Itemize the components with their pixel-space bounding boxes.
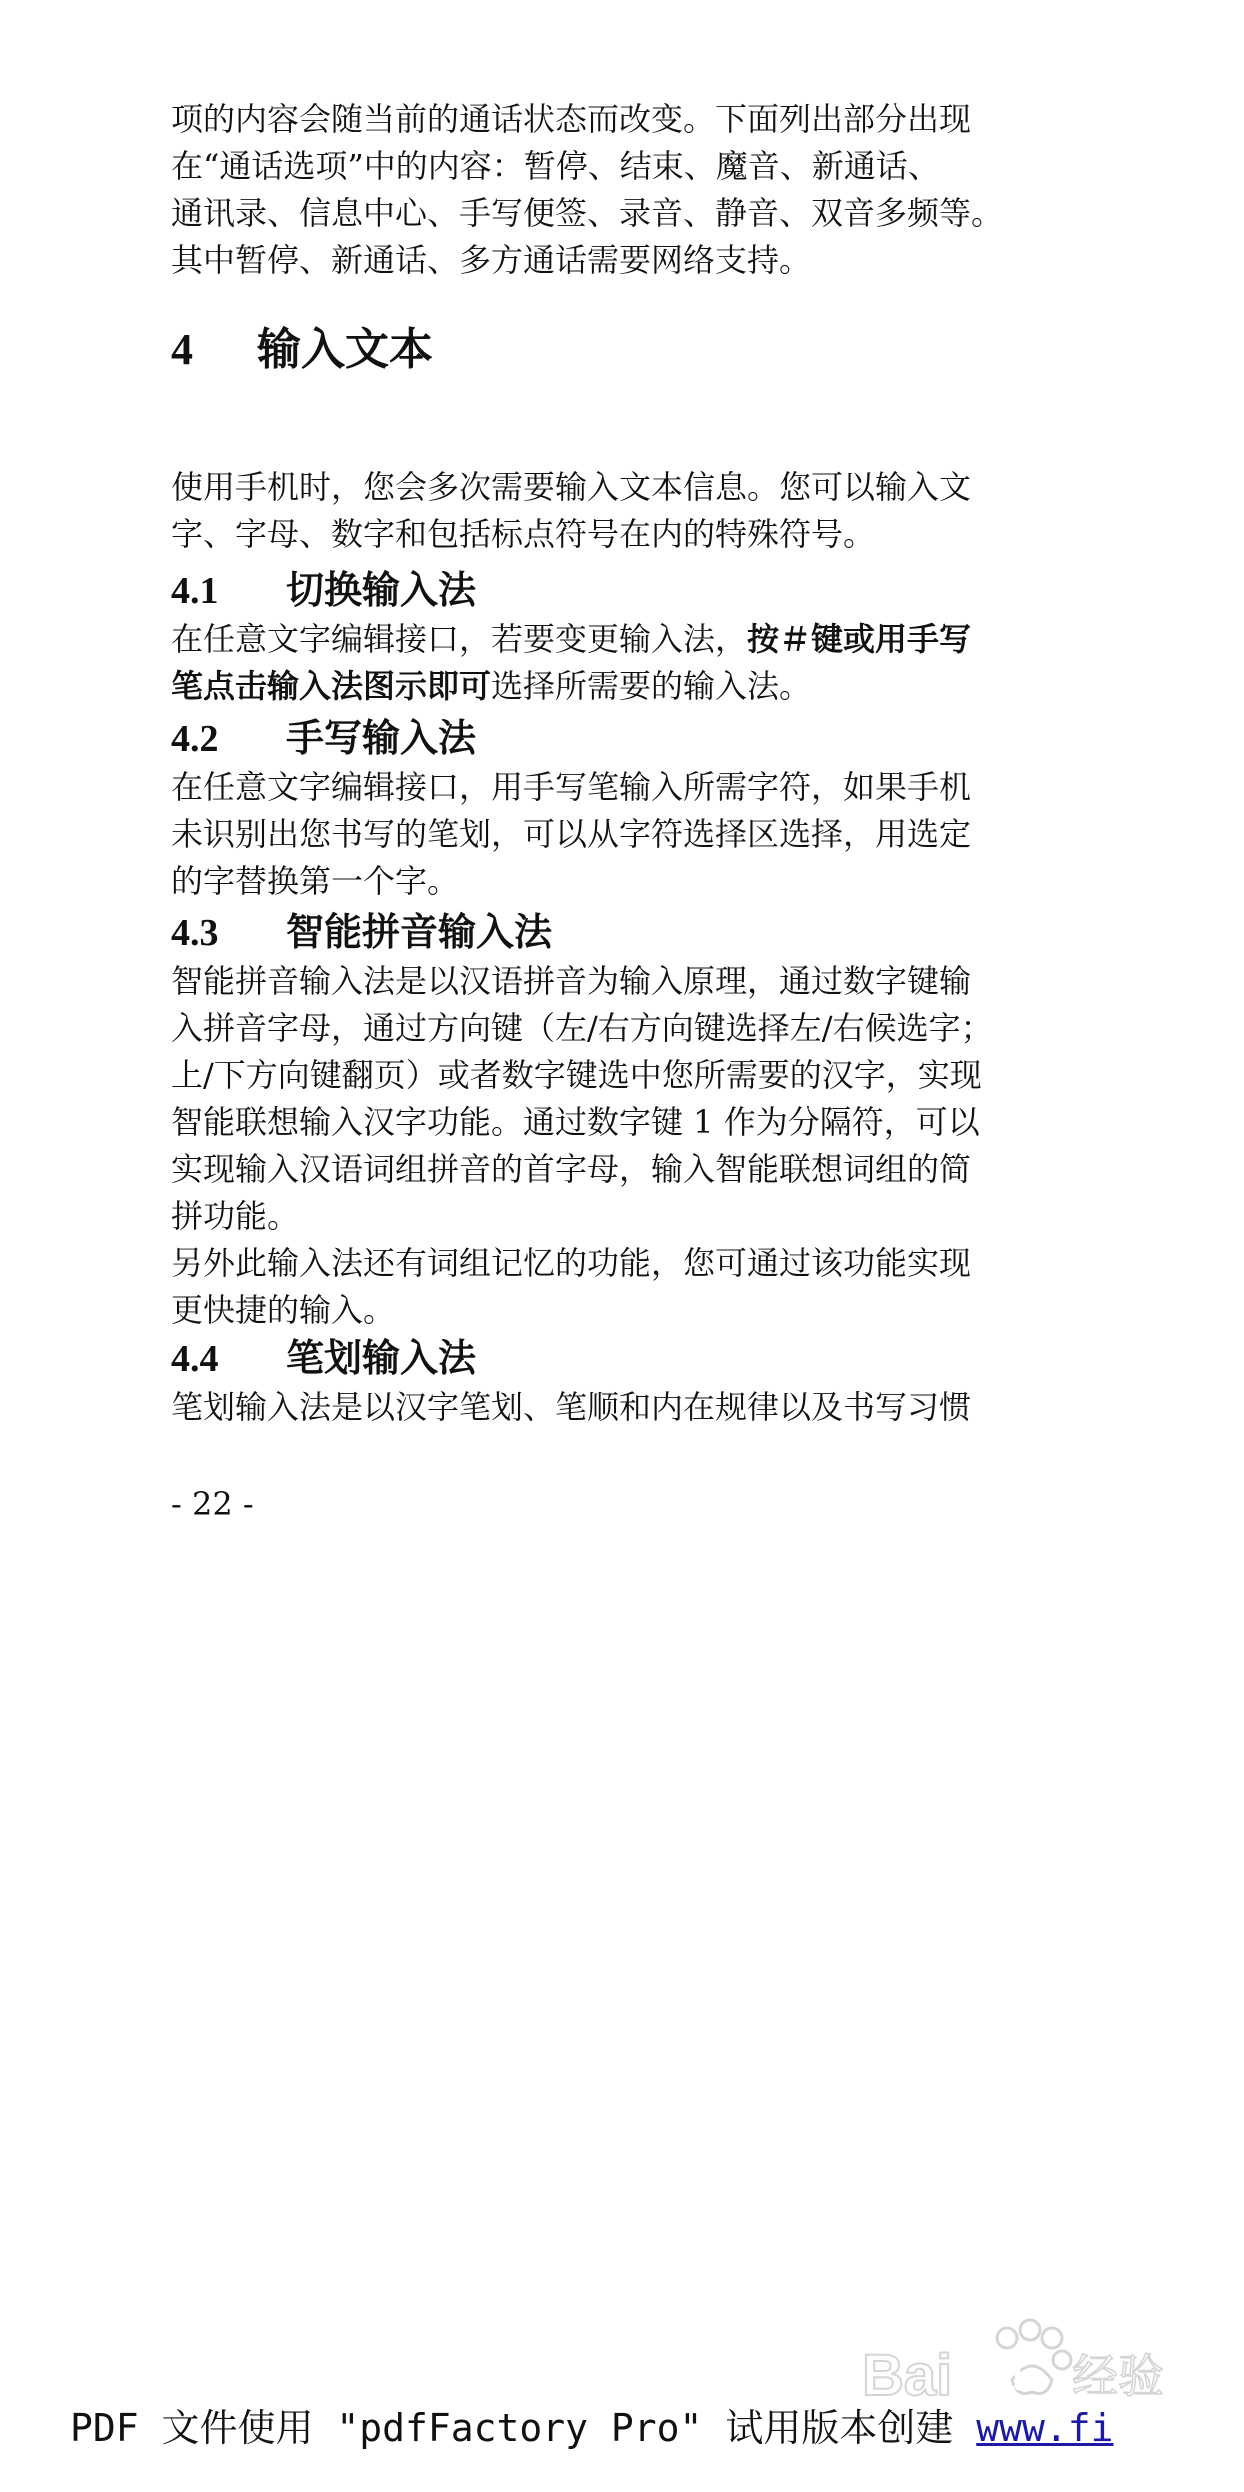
text-line: 其中暂停、新通话、多方通话需要网络支持。 — [171, 241, 812, 279]
text-line: 使用手机时，您会多次需要输入文本信息。您可以输入文 — [171, 468, 972, 506]
section-number: 4 — [171, 325, 193, 374]
text-line: 项的内容会随当前的通话状态而改变。下面列出部分出现 — [171, 100, 972, 138]
subsection-title: 笔划输入法 — [286, 1335, 477, 1380]
section-4-paragraph — [171, 464, 1076, 558]
text-line: 拼功能。 — [171, 1197, 300, 1235]
text-line: 智能拼音输入法是以汉语拼音为输入原理，通过数字键输 — [171, 962, 972, 1000]
text-line: 更快捷的输入。 — [171, 1291, 396, 1329]
text-line: 的字替换第一个字。 — [171, 862, 460, 900]
subsection-title: 切换输入法 — [286, 567, 477, 612]
subsection-number: 4.4 — [171, 1338, 219, 1380]
footer-text: PDF 文件使用 "pdfFactory Pro" 试用版本创建 — [70, 2406, 977, 2450]
subsection-4-1-paragraph — [171, 616, 1076, 710]
subsection-heading-4-3 — [171, 908, 552, 957]
watermark-label: 经验 — [1072, 2349, 1164, 2403]
watermark-brand-suffix: du — [1002, 2360, 1044, 2398]
text-line: 通讯录、信息中心、手写便签、录音、静音、双音多频等。 — [171, 194, 1004, 232]
plain-text: 选择所需要的输入法。 — [491, 667, 812, 705]
text-line: 实现输入汉语词组拼音的首字母，输入智能联想词组的简 — [171, 1150, 972, 1188]
text-line: 另外此输入法还有词组记忆的功能，您可通过该功能实现 — [171, 1244, 972, 1282]
subsection-number: 4.3 — [171, 912, 219, 954]
subsection-number: 4.1 — [171, 570, 219, 612]
page-number: - 22 - — [171, 1485, 254, 1523]
bold-text: 笔点击输入法图示即可 — [171, 667, 492, 705]
subsection-title: 智能拼音输入法 — [286, 909, 553, 954]
text-line: 智能联想输入汉字功能。通过数字键 1 作为分隔符，可以 — [171, 1103, 980, 1141]
baidu-jingyan-watermark-logo — [852, 2300, 1182, 2420]
subsection-4-2-paragraph — [171, 764, 1076, 905]
subsection-4-3-paragraph — [171, 958, 1076, 1334]
subsection-heading-4-2 — [171, 714, 476, 763]
text-line — [171, 616, 1076, 663]
subsection-heading-4-4 — [171, 1334, 476, 1383]
plain-text: 在任意文字编辑接口，若要变更输入法， — [171, 620, 748, 658]
footer-link[interactable]: www.fi — [976, 2406, 1114, 2450]
text-line — [171, 663, 1076, 710]
text-line: 笔划输入法是以汉字笔划、笔顺和内在规律以及书写习惯 — [171, 1388, 972, 1426]
text-line: 入拼音字母，通过方向键（左/右方向键选择左/右候选字； — [171, 1009, 993, 1047]
section-heading-4 — [171, 322, 433, 378]
text-line: 在任意文字编辑接口，用手写笔输入所需字符，如果手机 — [171, 768, 972, 806]
watermark-brand-text: Bai — [862, 2343, 953, 2408]
text-line: 上/下方向键翻页）或者数字键选中您所需要的汉字，实现 — [171, 1056, 982, 1094]
bold-text: 按＃键或用手写 — [747, 620, 972, 658]
subsection-title: 手写输入法 — [286, 715, 477, 760]
subsection-number: 4.2 — [171, 718, 219, 760]
pdf-footer — [70, 2404, 1113, 2452]
intro-paragraph — [171, 96, 1076, 284]
text-line: 在“通话选项”中的内容：暂停、结束、魔音、新通话、 — [171, 147, 940, 185]
subsection-heading-4-1 — [171, 566, 476, 615]
text-line: 未识别出您书写的笔划，可以从字符选择区选择，用选定 — [171, 815, 972, 853]
section-title: 输入文本 — [257, 324, 433, 375]
subsection-4-4-paragraph — [171, 1384, 1076, 1431]
text-line: 字、字母、数字和包括标点符号在内的特殊符号。 — [171, 515, 876, 553]
